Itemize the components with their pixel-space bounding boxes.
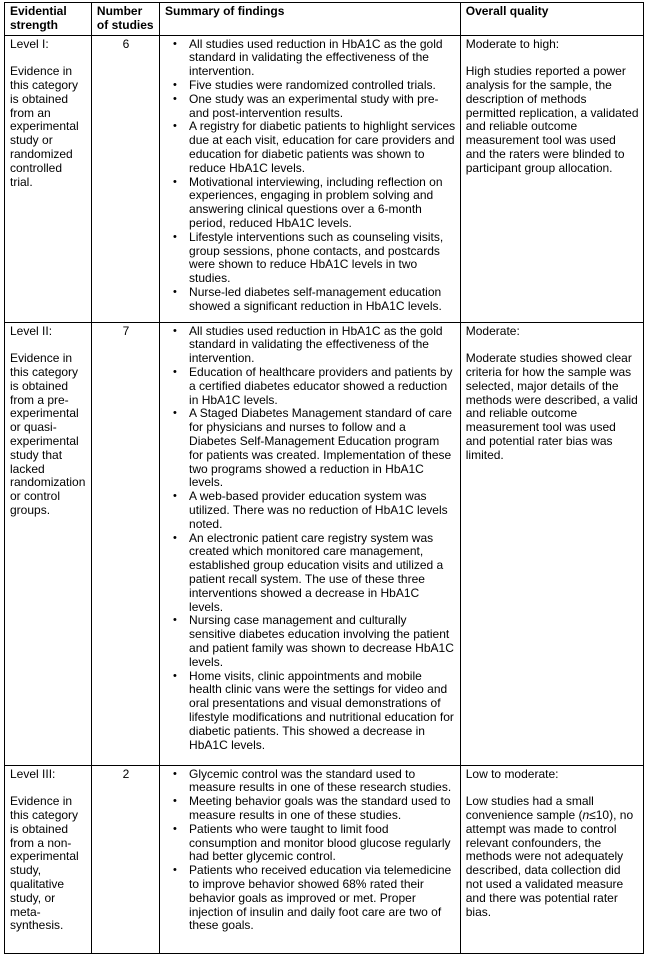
list-item: • All studies used reduction in HbA1C as the gold standard in validating the effectiveness of the intervention. — [173, 36, 443, 79]
header-row — [5, 3, 644, 36]
list-item: • A Staged Diabetes Management standard of care for physicians and nurses to follow and a Diabetes Self-Management Education program for patients was created. Implementation of these two programs showed a reduction in HbA1C levels. — [173, 406, 452, 490]
list-item: • Meeting behavior goals was the standard used to measure results in one of these studies. — [173, 794, 451, 822]
list-item: • Home visits, clinic appointments and mobile health clinic vans were the settings for video and oral presentations and visual demonstrations of lifestyle modifications and nutritional education for diabetic patients. This showed a decrease in HbA1C levels. — [173, 668, 454, 752]
table-row-level-2 — [5, 322, 644, 765]
list-item: • An electronic patient care registry system was created which monitored care management, established group education visits and utilized a patient recall system. The use of these three interventions showed a decrease in HbA1C levels. — [173, 530, 444, 614]
findings-list — [165, 325, 456, 753]
bullet-icon: • — [173, 669, 177, 682]
bullet-icon: • — [173, 365, 177, 378]
findings-cell — [160, 765, 461, 953]
bullet-icon: • — [173, 285, 177, 298]
evidential-strength-cell — [5, 322, 92, 765]
list-item: • Five studies were randomized controlled trials. — [173, 77, 436, 92]
bullet-icon: • — [173, 120, 177, 133]
bullet-icon: • — [173, 531, 177, 544]
bullet-icon: • — [173, 864, 177, 877]
quality-description: High studies reported a power analysis for the sample, the description of methods permitted replication, a validated and reliable outcome measurement tool was used and the raters were blinded to participant group allocation. — [465, 64, 639, 175]
quality-label: Low to moderate: — [465, 766, 559, 781]
level-description: Evidence in this category is obtained from a non-experimental study, qualitative study, or meta-synthesis. — [10, 794, 79, 933]
overall-quality-cell — [460, 322, 643, 765]
findings-list — [165, 768, 456, 934]
header-number-of-studies: Number of studies — [91, 3, 159, 36]
bullet-icon: • — [173, 822, 177, 835]
bullet-icon: • — [173, 795, 177, 808]
evidential-strength-cell — [5, 35, 92, 322]
list-item: • Nursing case management and culturally sensitive diabetes education involving the patient and patient family was shown to decrease HbA1C levels. — [173, 613, 454, 669]
bullet-icon: • — [173, 767, 177, 780]
bullet-icon: • — [173, 92, 177, 105]
sample-size-limit: ≤10 — [589, 807, 610, 822]
level-label: Level I: — [10, 36, 49, 51]
list-item: • All studies used reduction in HbA1C as the gold standard in validating the effectiveness of the intervention. — [173, 323, 443, 366]
study-count: 6 — [91, 35, 159, 322]
table-row-level-3 — [5, 765, 644, 953]
list-item: • Glycemic control was the standard used to measure results in one of these research studies. — [173, 766, 452, 795]
overall-quality-cell — [460, 35, 643, 322]
quality-description: Low studies had a small convenience sample (n≤10), no attempt was made to control relevant confounders, the methods were not adequately described, data collection did not used a validated measure and there was potential rater bias. — [465, 794, 634, 919]
list-item: • Education of healthcare providers and patients by a certified diabetes educator showed a reduction in HbA1C levels. — [173, 364, 453, 407]
bullet-icon: • — [173, 37, 177, 50]
findings-list — [165, 38, 456, 314]
bullet-icon: • — [173, 407, 177, 420]
bullet-icon: • — [173, 324, 177, 337]
sample-size-symbol: n — [582, 807, 590, 822]
study-count: 2 — [91, 765, 159, 953]
evidential-strength-cell — [5, 765, 92, 953]
evidence-table — [4, 2, 644, 954]
level-label: Level III: — [10, 766, 56, 781]
list-item: • One study was an experimental study with pre- and post-intervention results. — [173, 91, 439, 120]
level-description: Evidence in this category is obtained from a pre-experimental or quasi-experimental study that lacked randomization or control groups. — [10, 351, 86, 517]
quality-description: Moderate studies showed clear criteria for how the sample was selected, major details of the methods were described, a valid and reliable outcome measurement tool was used and potential rater bias was limited. — [465, 351, 638, 462]
list-item: • Patients who were taught to limit food consumption and monitor blood glucose regularly had better glycemic control. — [173, 821, 451, 864]
study-count: 7 — [91, 322, 159, 765]
quality-label: Moderate to high: — [465, 36, 560, 51]
table-row-level-1 — [5, 35, 644, 322]
bullet-icon: • — [173, 614, 177, 627]
header-overall-quality: Overall quality — [460, 3, 643, 36]
list-item: • Motivational interviewing, including reflection on experiences, engaging in problem solving and answering clinical questions over a 6-month period, reduced HbA1C levels. — [173, 174, 443, 230]
bullet-icon: • — [173, 490, 177, 503]
header-summary-of-findings: Summary of findings — [160, 3, 461, 36]
list-item: • A web-based provider education system was utilized. There was no reduction of HbA1C levels noted. — [173, 489, 448, 531]
level-description: Evidence in this category is obtained from an experimental study or randomized controlled trial. — [10, 64, 79, 189]
bullet-icon: • — [173, 78, 177, 91]
bullet-icon: • — [173, 230, 177, 243]
list-item: • Patients who received education via telemedicine to improve behavior showed 68% rated their behavior goals as improved or met. Proper injection of insulin and daily foot care are two of these goals. — [173, 863, 452, 933]
overall-quality-cell — [460, 765, 643, 953]
quality-label: Moderate: — [465, 323, 520, 338]
bullet-icon: • — [173, 175, 177, 188]
header-evidential-strength: Evidential strength — [5, 3, 92, 36]
level-label: Level II: — [10, 323, 53, 338]
findings-cell — [160, 35, 461, 322]
list-item: • A registry for diabetic patients to highlight services due at each visit, education for care providers and education for diabetic patients was shown to reduce HbA1C levels. — [173, 119, 456, 175]
list-item: • Nurse-led diabetes self-management education showed a significant reduction in HbA1C levels. — [173, 284, 442, 313]
list-item: • Lifestyle interventions such as counseling visits, group sessions, phone contacts, and postcards were shown to reduce HbA1C levels in two studies. — [173, 229, 444, 286]
findings-cell — [160, 322, 461, 765]
